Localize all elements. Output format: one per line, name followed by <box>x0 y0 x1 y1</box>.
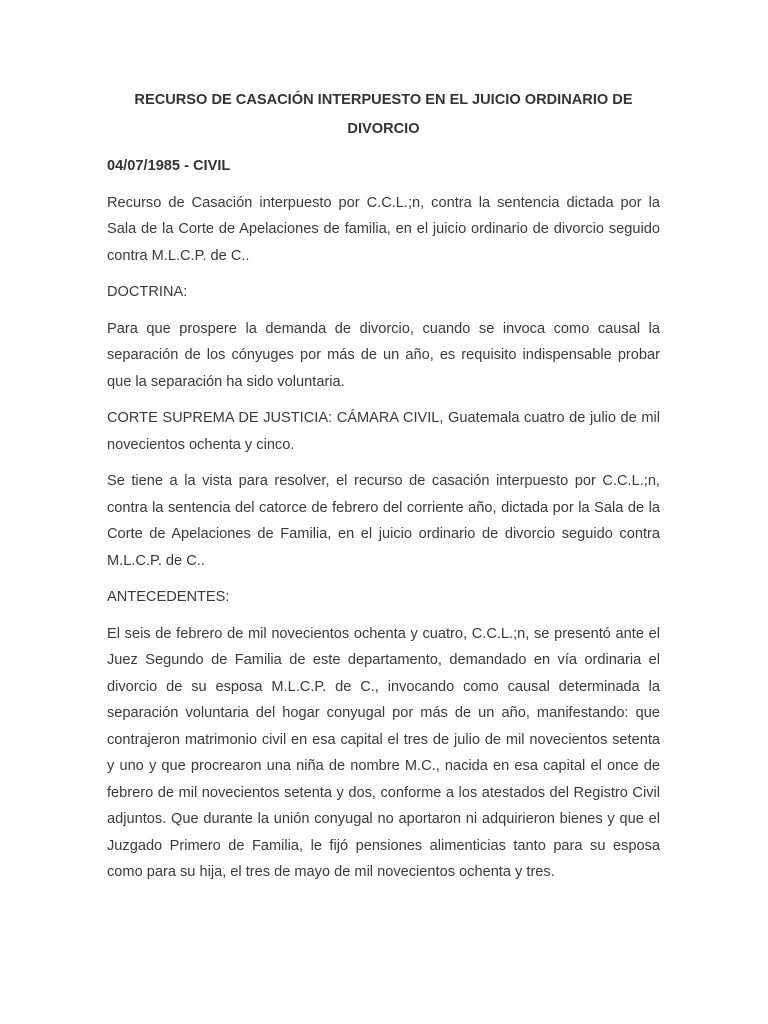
document-title: RECURSO DE CASACIÓN INTERPUESTO EN EL JUICIO ORDINARIO DE DIVORCIO <box>134 92 633 137</box>
court-paragraph: CORTE SUPREMA DE JUSTICIA: CÁMARA CIVIL, Guatemala cuatro de julio de mil novecientos ochenta y cinco. <box>107 410 660 453</box>
document-date: 04/07/1985 - CIVIL <box>107 158 231 174</box>
document-page <box>107 86 660 886</box>
doctrina-paragraph: Para que prospere la demanda de divorcio, cuando se invoca como causal la separación de los cónyuges por más de un año, es requisito indispensable probar que la separación ha sido voluntaria. <box>107 320 660 390</box>
intro-paragraph: Recurso de Casación interpuesto por C.C.L.;n, contra la sentencia dictada por la Sala de la Corte de Apelaciones de familia, en el juicio ordinario de divorcio seguido contra M.L.C.P. de C.. <box>107 194 660 264</box>
resolution-paragraph: Se tiene a la vista para resolver, el recurso de casación interpuesto por C.C.L.;n, contra la sentencia del catorce de febrero del corriente año, dictada por la Sala de la Corte de Apelaciones de Familia, en el juicio ordinario de divorcio seguido contra M.L.C.P. de C.. <box>107 473 660 569</box>
antecedentes-paragraph: El seis de febrero de mil novecientos ochenta y cuatro, C.C.L.;n, se presentó ante el Juez Segundo de Familia de este departamento, demandado en vía ordinaria el divorcio de su esposa M.L.C.P. de C., invocando como causal determinada la separación voluntaria del hogar conyugal por más de un año, manifestando: que contrajeron matrimonio civil en esa capital el tres de julio de mil novecientos setenta y uno y que procrearon una niña de nombre M.C., nacida en esa capital el once de febrero de mil novecientos setenta y dos, conforme a los atestados del Registro Civil adjuntos. Que durante la unión conyugal no aportaron ni adquirieron bienes y que el Juzgado Primero de Familia, le fijó pensiones alimenticias tanto para su esposa como para su hija, el tres de mayo de mil novecientos ochenta y tres. <box>107 625 660 880</box>
doctrina-heading: DOCTRINA: <box>107 284 188 300</box>
antecedentes-heading: ANTECEDENTES: <box>107 589 230 605</box>
